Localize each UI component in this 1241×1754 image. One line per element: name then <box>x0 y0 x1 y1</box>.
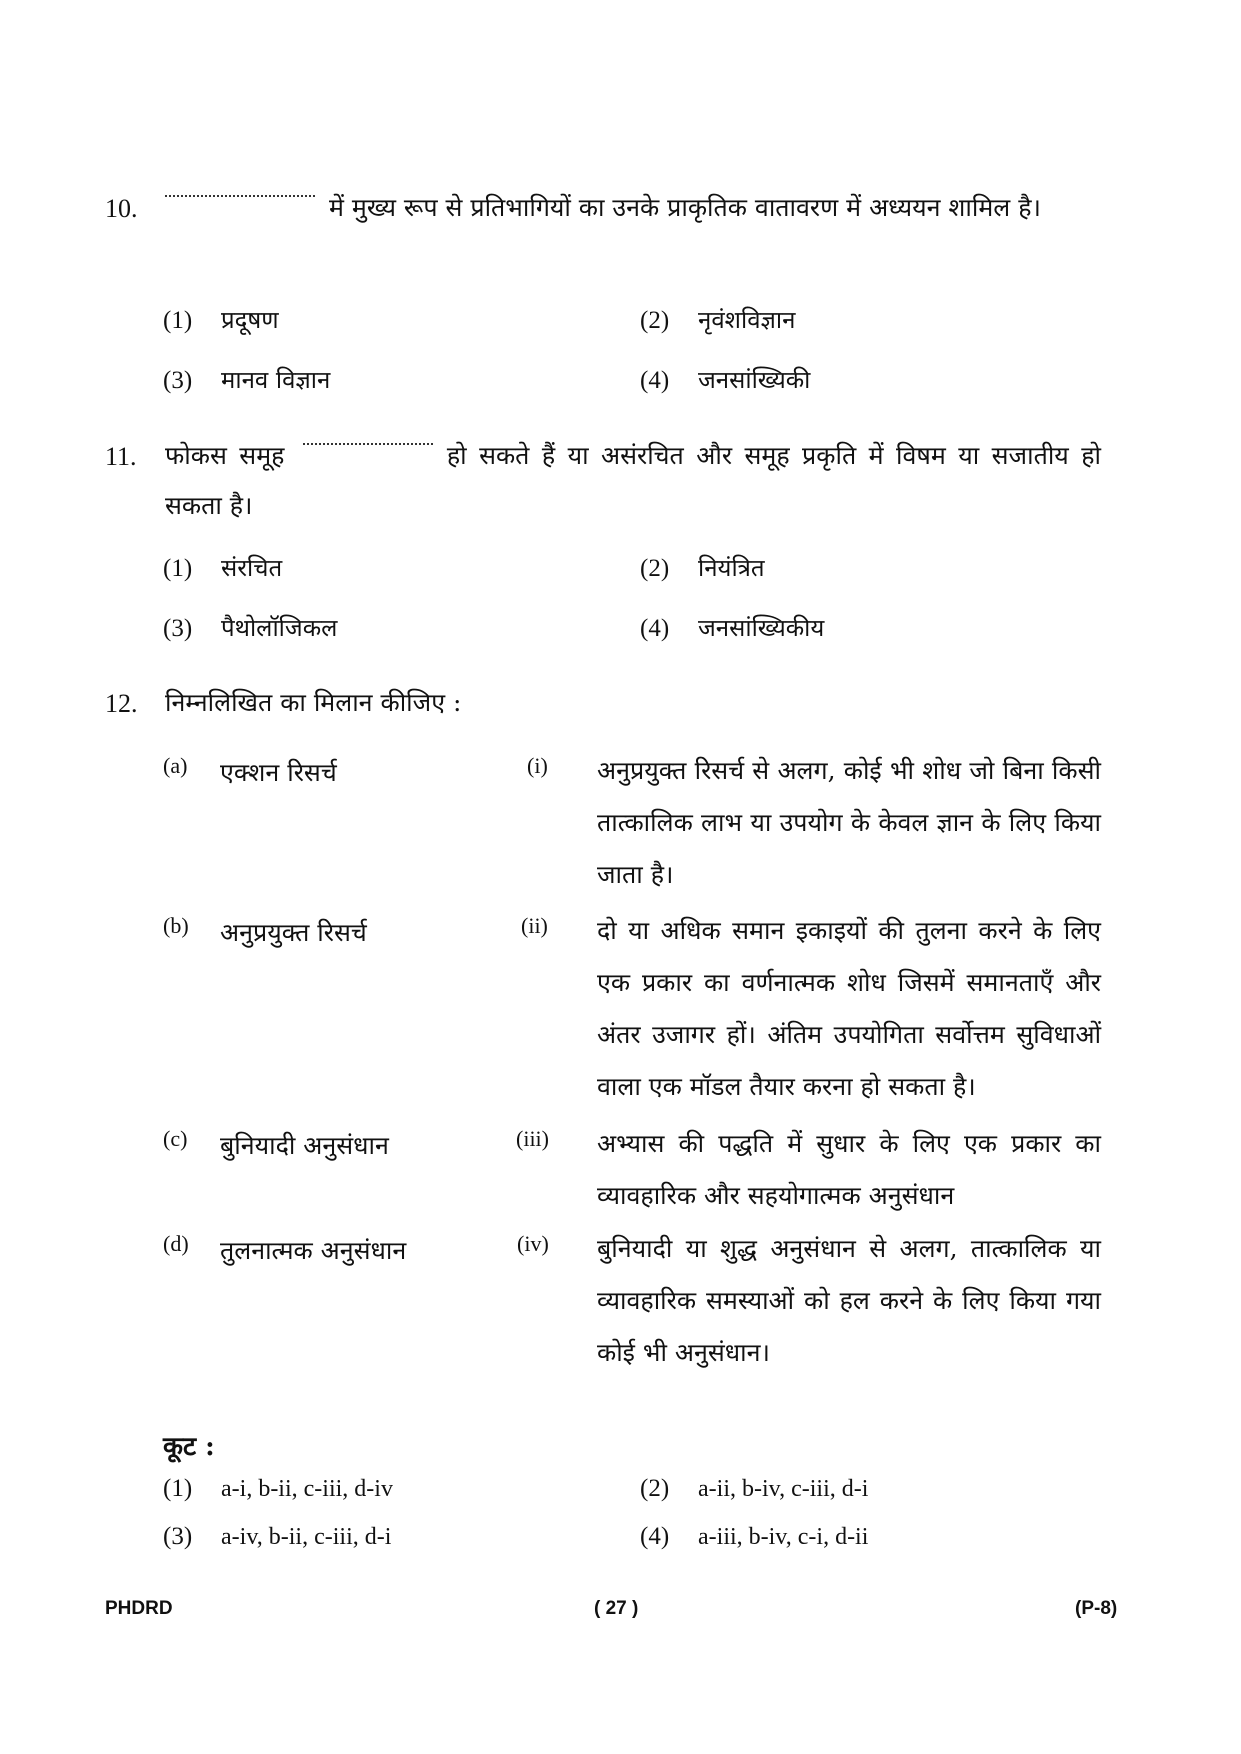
code-option-3 <box>163 1523 391 1551</box>
option-number: (4) <box>640 615 670 642</box>
option-number: (2) <box>640 555 670 582</box>
match-right-text: अनुप्रयुक्त रिसर्च से अलग, कोई भी शोध जो बिना किसी तात्कालिक लाभ या उपयोग के केवल ज्ञान के लिए किया जाता है। <box>597 756 1101 889</box>
option-number: (3) <box>163 367 193 394</box>
question-text: निम्नलिखित का मिलान कीजिए : <box>165 688 462 717</box>
question-text <box>165 431 1101 531</box>
match-right-label: (i) <box>527 753 548 778</box>
match-left-text: एक्शन रिसर्च <box>220 758 337 787</box>
option-label: नृवंशविज्ञान <box>698 306 796 334</box>
option-label: प्रदूषण <box>221 306 279 334</box>
option-number: (3) <box>163 1523 193 1550</box>
option-number: (1) <box>163 555 193 582</box>
option-number: (2) <box>640 307 670 334</box>
option-3 <box>163 611 337 644</box>
question-text-after: हो सकते हैं या असंरचित और समूह प्रकृति में विषम या सजातीय हो सकता है। <box>165 441 1101 520</box>
question-text-body: में मुख्य रूप से प्रतिभागियों का उनके प्राकृतिक वातावरण में अध्ययन शामिल है। <box>329 193 1041 222</box>
option-number: (1) <box>163 1475 193 1502</box>
option-label: जनसांख्यिकी <box>698 366 811 394</box>
option-label: जनसांख्यिकीय <box>698 614 825 642</box>
option-3 <box>163 363 330 396</box>
match-left-label: (d) <box>163 1231 189 1256</box>
code-title: कूट : <box>163 1432 215 1462</box>
option-2 <box>640 303 795 336</box>
question-number: 11. <box>105 442 137 471</box>
question-text-before: फोकस समूह <box>165 441 285 470</box>
option-4 <box>640 611 824 644</box>
question-number: 12. <box>105 689 138 718</box>
match-right-label: (ii) <box>521 913 548 938</box>
option-label: नियंत्रित <box>698 554 765 582</box>
option-number: (3) <box>163 615 193 642</box>
option-2 <box>640 551 765 584</box>
question-number: 10. <box>105 194 138 223</box>
match-left-label: (c) <box>163 1126 188 1151</box>
option-number: (4) <box>640 367 670 394</box>
option-label: पैथोलॉजिकल <box>221 614 338 642</box>
match-right-label: (iii) <box>516 1126 549 1151</box>
code-option-1 <box>163 1475 393 1503</box>
option-1 <box>163 303 279 336</box>
code-option-2 <box>640 1475 868 1503</box>
page-number: ( 27 ) <box>594 1598 639 1619</box>
option-number: (4) <box>640 1523 670 1550</box>
question-text <box>165 183 1101 233</box>
blank-line <box>303 443 433 445</box>
match-right-label: (iv) <box>517 1231 549 1256</box>
match-left-label: (b) <box>163 913 189 938</box>
code-option-4 <box>640 1523 868 1551</box>
match-right-text: अभ्यास की पद्धति में सुधार के लिए एक प्रकार का व्यावहारिक और सहयोगात्मक अनुसंधान <box>597 1129 1101 1210</box>
match-left-text: अनुप्रयुक्त रिसर्च <box>220 918 367 947</box>
option-label: a-ii, b-iv, c-iii, d-i <box>698 1476 869 1502</box>
match-right-text: बुनियादी या शुद्ध अनुसंधान से अलग, तात्कालिक या व्यावहारिक समस्याओं को हल करने के लिए किया गया कोई भी अनुसंधान। <box>597 1234 1101 1367</box>
footer-set: (P-8) <box>1075 1598 1118 1619</box>
blank-line <box>165 195 315 197</box>
footer-code: PHDRD <box>105 1598 173 1619</box>
option-label: मानव विज्ञान <box>221 366 331 394</box>
match-left-label: (a) <box>163 753 188 778</box>
option-label: a-i, b-ii, c-iii, d-iv <box>221 1476 393 1502</box>
match-left-text: तुलनात्मक अनुसंधान <box>220 1236 407 1265</box>
option-label: a-iii, b-iv, c-i, d-ii <box>698 1524 869 1550</box>
match-right-text: दो या अधिक समान इकाइयों की तुलना करने के लिए एक प्रकार का वर्णनात्मक शोध जिसमें समानताएँ और अंतर उजागर हों। अंतिम उपयोगिता सर्वोत्तम सुविधाओं वाला एक मॉडल तैयार करना हो सकता है। <box>597 916 1101 1101</box>
option-4 <box>640 363 810 396</box>
option-1 <box>163 551 282 584</box>
option-label: संरचित <box>221 554 283 582</box>
option-number: (1) <box>163 307 193 334</box>
option-label: a-iv, b-ii, c-iii, d-i <box>221 1524 392 1550</box>
option-number: (2) <box>640 1475 670 1502</box>
match-left-text: बुनियादी अनुसंधान <box>220 1131 389 1160</box>
